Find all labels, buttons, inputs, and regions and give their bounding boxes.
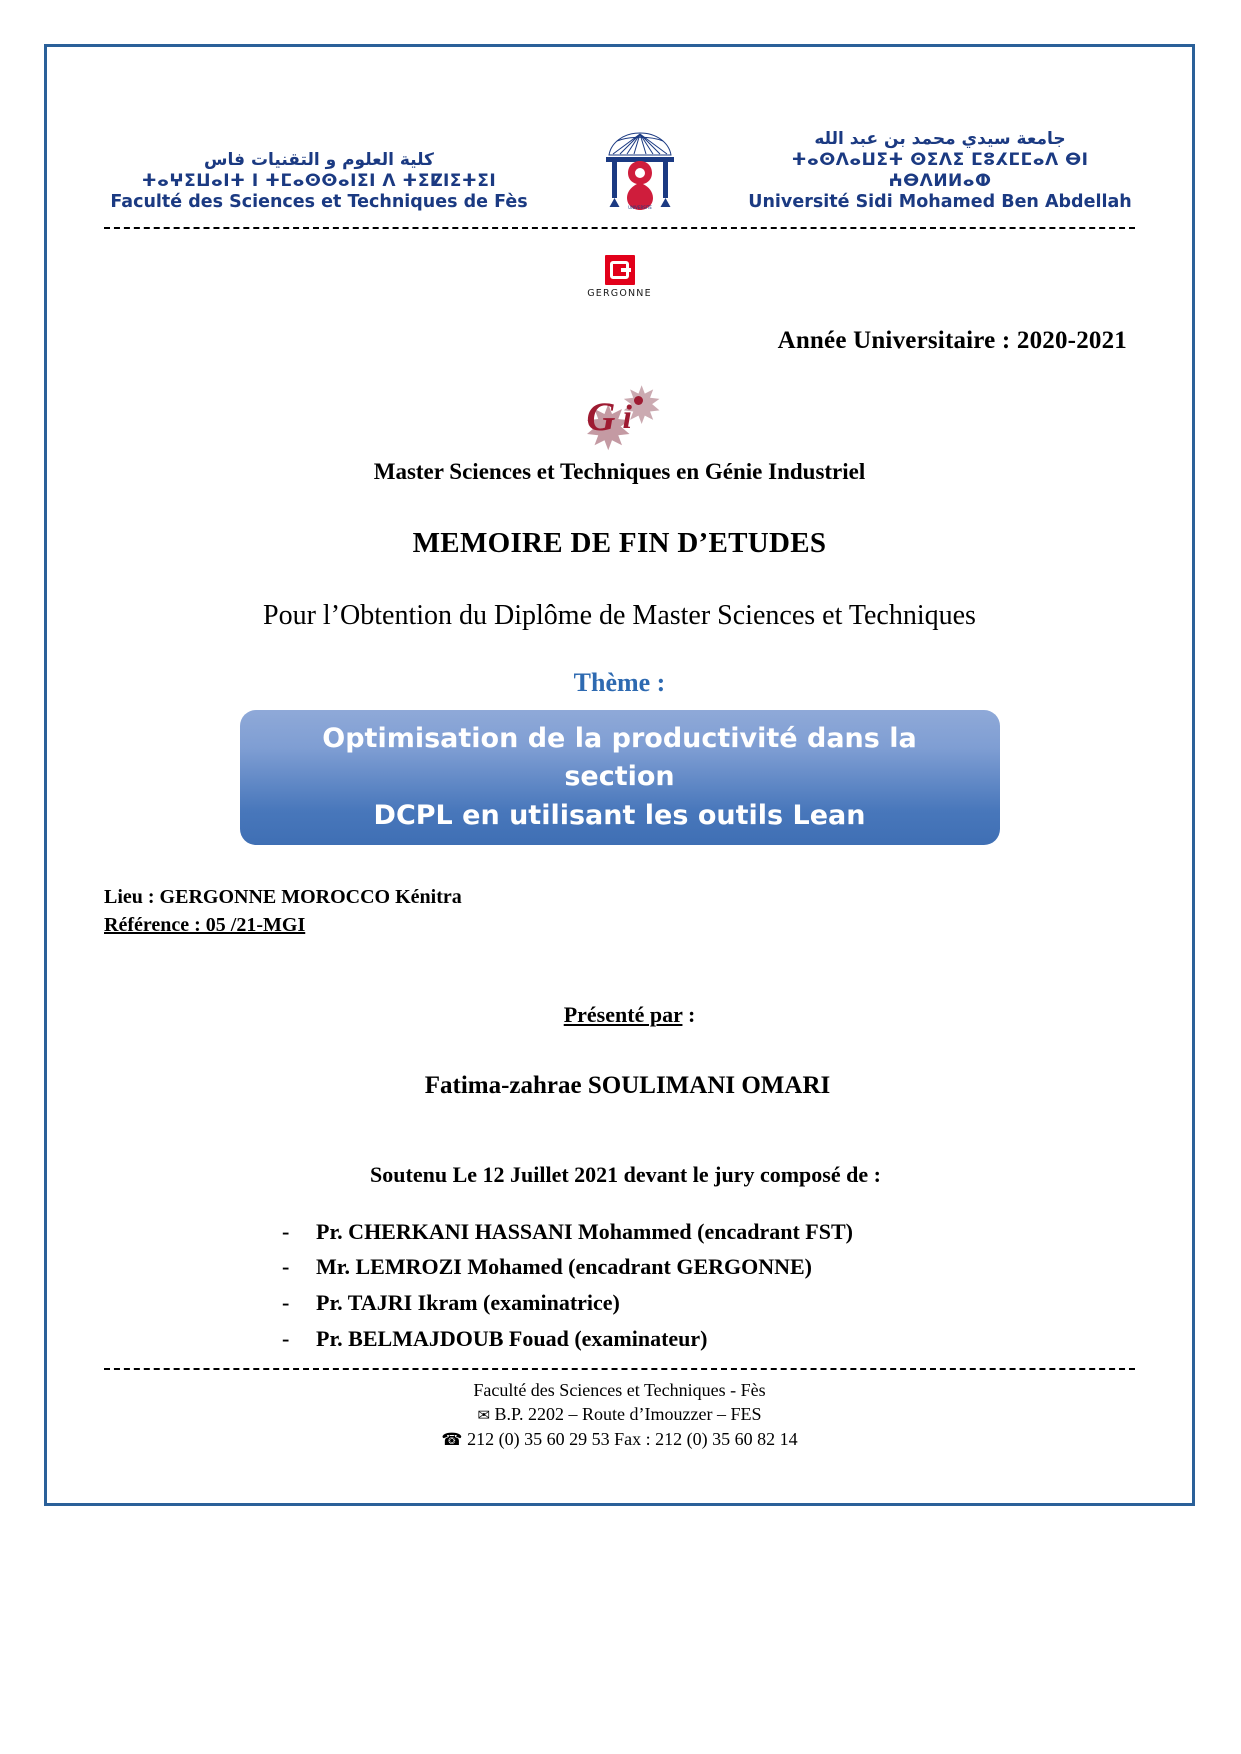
mail-icon: ✉: [477, 1406, 491, 1425]
internship-location: Lieu : GERGONNE MOROCCO Kénitra: [104, 885, 462, 908]
document-type-title: MEMOIRE DE FIN D’ETUDES: [412, 527, 827, 559]
cover-page-content: [44, 44, 1195, 1506]
document-header: [104, 44, 1135, 213]
faculty-name-arabic: كلية العلوم و التقنيات فاس: [204, 150, 434, 171]
theme-title-box: [240, 710, 1000, 845]
theme-label: Thème :: [573, 668, 666, 697]
gi-logo-letter-g: G: [586, 394, 616, 439]
jury-member-name: Mr. LEMROZI Mohamed (encadrant GERGONNE): [316, 1254, 813, 1280]
presented-by-colon: :: [682, 1001, 696, 1027]
footer-address: B.P. 2202 – Route d’Imouzzer – FES: [494, 1404, 762, 1425]
university-seal-logo: [603, 119, 677, 211]
list-item: [104, 1285, 1135, 1321]
jury-list: [104, 1214, 1135, 1357]
footer-divider: [104, 1368, 1135, 1370]
jury-member-name: Pr. BELMAJDOUB Fouad (examinateur): [316, 1325, 708, 1351]
footer-phone-line: [104, 1427, 1135, 1452]
master-program-title: Master Sciences et Techniques en Génie Industriel: [373, 459, 866, 484]
defense-date-line: Soutenu Le 12 Juillet 2021 devant le jury composé de :: [370, 1161, 881, 1187]
jury-member-name: Pr. CHERKANI HASSANI Mohammed (encadrant FST): [316, 1218, 853, 1244]
phone-icon: ☎: [441, 1429, 463, 1450]
list-item: [104, 1214, 1135, 1250]
gergonne-logo: [581, 255, 659, 299]
gergonne-wordmark: GERGONNE: [587, 288, 652, 299]
gi-logo-dot-icon: [634, 396, 643, 405]
jury-bullet: -: [282, 1325, 290, 1351]
faculty-name-french: Faculté des Sciences et Techniques de Fès: [110, 191, 528, 212]
university-name-tifinagh: ⵜⴰⵙⴷⴰⵡⵉⵜ ⵙⵉⴷⵉ ⵎⵓⵃⵎⵎⴰⴷ ⴱⵏ ⵄⴱⴷⵍⵍⴰⵀ: [791, 150, 1089, 191]
genie-industriel-logo: [575, 385, 665, 451]
footer-institution: Faculté des Sciences et Techniques - Fès: [473, 1379, 766, 1400]
gergonne-g-mark-icon: [605, 255, 635, 285]
footer-contact-block: [104, 1378, 1135, 1452]
gi-logo-letter-i: i: [622, 399, 632, 436]
jury-bullet: -: [282, 1254, 290, 1280]
faculty-name-tifinagh: ⵜⴰⵖⵉⵡⴰⵏⵜ ⵏ ⵜⵎⴰⵙⵙⴰⵏⵉⵏ ⴷ ⵜⵉⵇⵏⵉⵜⵉⵏ: [141, 170, 497, 191]
list-item: [104, 1249, 1135, 1285]
document-reference: Référence : 05 /21-MGI: [104, 914, 306, 937]
footer-address-line: [104, 1402, 1135, 1426]
university-name-arabic: جامعة سيدي محمد بن عبد الله: [814, 129, 1066, 150]
theme-title-line-2: DCPL en utilisant les outils Lean: [373, 799, 866, 831]
presented-by-text: Présenté par: [563, 1001, 683, 1027]
jury-member-name: Pr. TAJRI Ikram (examinatrice): [316, 1290, 620, 1316]
footer-phone: 212 (0) 35 60 29 53 Fax : 212 (0) 35 60 82 14: [467, 1428, 798, 1449]
theme-title-text: [274, 720, 966, 835]
academic-year: Année Universitaire : 2020-2021: [777, 327, 1127, 354]
header-divider: [104, 227, 1135, 229]
author-name: Fatima-zahrae SOULIMANI OMARI: [424, 1071, 831, 1099]
list-item: [104, 1321, 1135, 1357]
svg-text:UNIVERSITE: UNIVERSITE: [627, 205, 652, 210]
university-identity-block: [745, 129, 1135, 213]
faculty-identity-block: [104, 150, 534, 213]
presented-by-label: [104, 1002, 1135, 1028]
degree-purpose-line: Pour l’Obtention du Diplôme de Master Sciences et Techniques: [263, 600, 976, 631]
theme-title-line-1: Optimisation de la productivité dans la section: [322, 723, 917, 793]
jury-bullet: -: [282, 1218, 290, 1244]
location-reference-block: [104, 883, 1135, 940]
jury-bullet: -: [282, 1290, 290, 1316]
document-footer: [104, 1368, 1135, 1452]
university-name-french: Université Sidi Mohamed Ben Abdellah: [748, 191, 1132, 212]
